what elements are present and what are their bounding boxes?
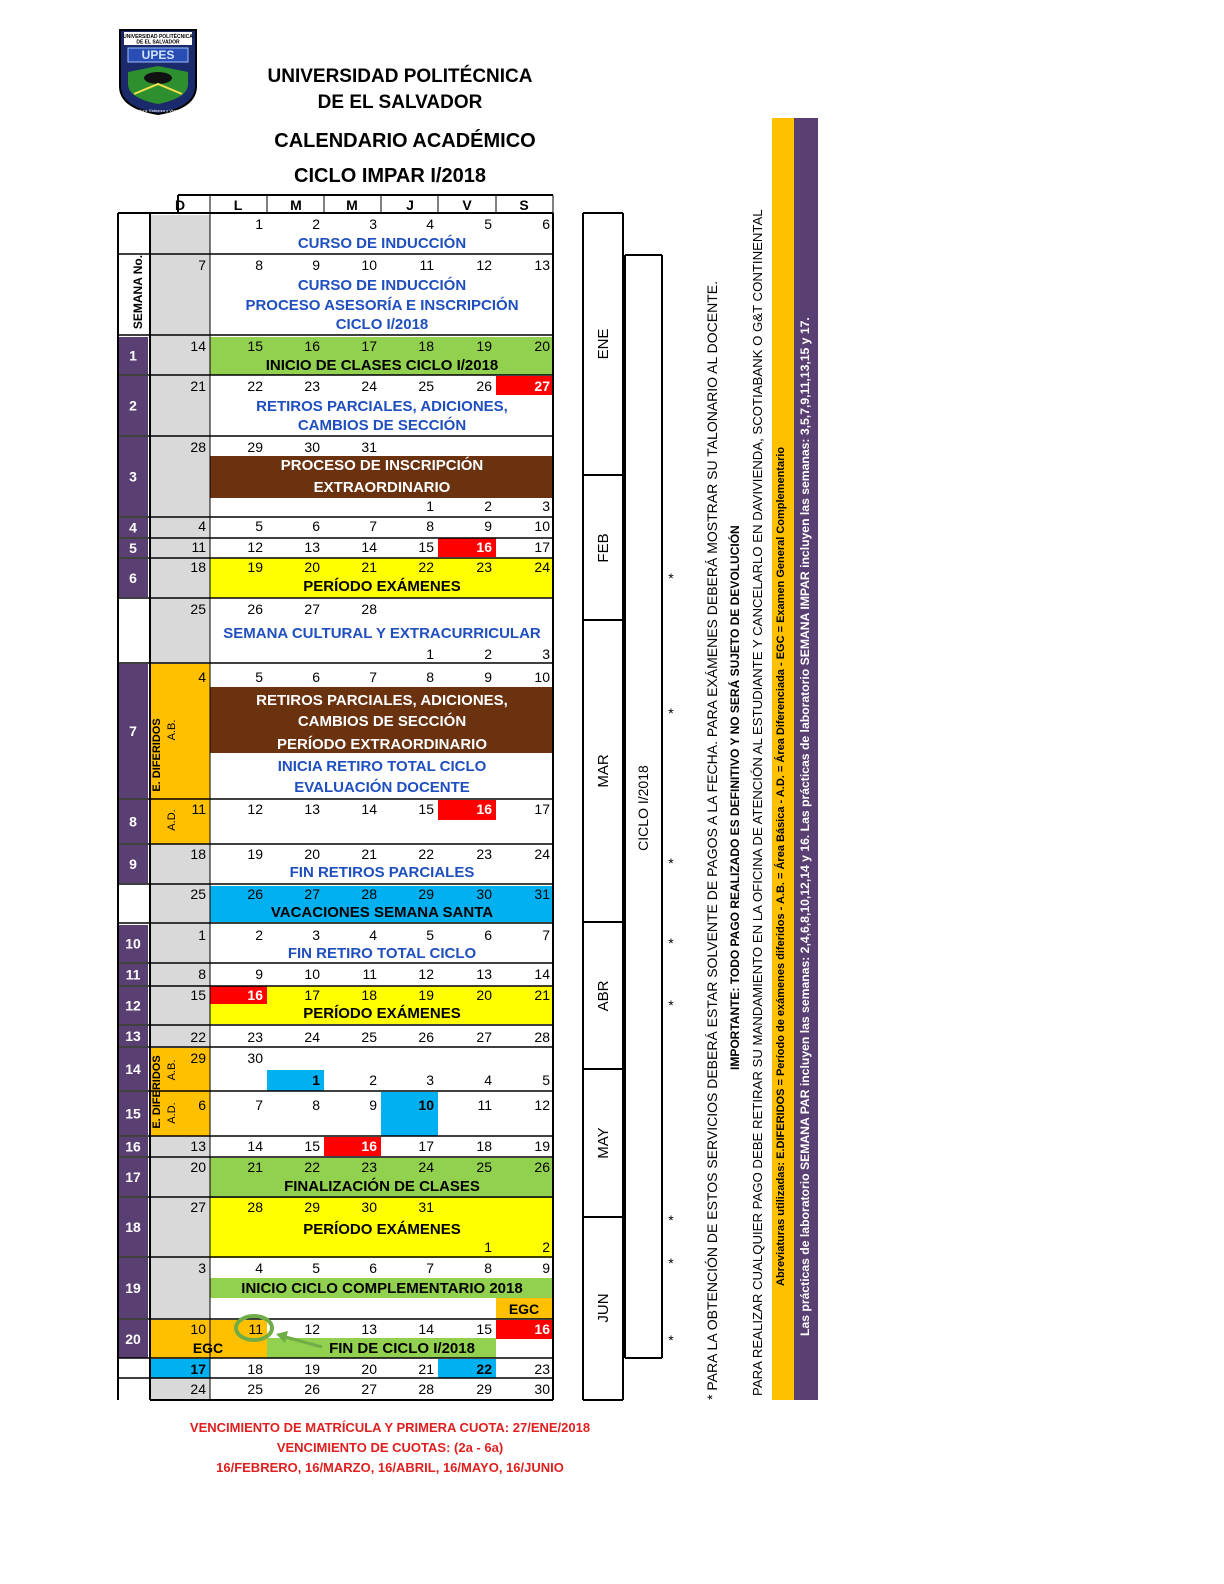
day-r6-2: 13 — [304, 539, 320, 555]
day-r24-1: 18 — [247, 1361, 263, 1377]
day-r17-1: 30 — [247, 1050, 263, 1066]
event-egc-2: EGC — [192, 1340, 224, 1356]
day-r22-0: 3 — [198, 1260, 206, 1276]
day-r1-5: 12 — [476, 257, 492, 273]
day-r9-4: 8 — [426, 669, 434, 685]
institution-name-line2: DE EL SALVADOR — [317, 92, 483, 113]
day-r11-5: 23 — [476, 846, 492, 862]
day-r5-0: 4 — [198, 518, 206, 534]
day-r2-1: 15 — [247, 338, 263, 354]
day-r4-3: 31 — [361, 439, 377, 455]
day-r3-6: 27 — [534, 378, 550, 394]
day-r7-0: 18 — [190, 559, 206, 575]
day-r18-5: 11 — [477, 1097, 492, 1113]
day-r13-5: 6 — [484, 927, 492, 943]
day-r1-2: 9 — [312, 257, 320, 273]
day-r4b-4: 1 — [426, 498, 434, 514]
day-r13-2: 3 — [312, 927, 320, 943]
asterisk-2: * — [668, 855, 674, 871]
day-r23-6: 16 — [534, 1321, 550, 1337]
event-retiros-mar-3: PERÍODO EXTRAORDINARIO — [276, 736, 488, 753]
day-r1-1: 8 — [255, 257, 263, 273]
week-number-14: 14 — [125, 1061, 141, 1077]
day-r15-5: 20 — [476, 987, 492, 1003]
document-title: CALENDARIO ACADÉMICO — [274, 130, 536, 152]
day-r4b-6: 3 — [542, 498, 550, 514]
day-r11-3: 21 — [361, 846, 377, 862]
day-r0-6: 6 — [542, 216, 550, 232]
month-feb: FEB — [595, 533, 612, 563]
day-r13-0: 1 — [198, 927, 206, 943]
note-payment: PARA REALIZAR CUALQUIER PAGO DEBE RETIRAR SU MANDAMIENTO EN LA OFICINA DE ATENCIÓN AL ESTUDIANTE Y CANCELARLO EN DAVIVIENDA, SCOTIABANK O G&T CONTINENTAL — [750, 209, 765, 1396]
day-r16-0: 22 — [190, 1029, 206, 1045]
day-r22-2: 5 — [312, 1260, 320, 1276]
week-number-7: 7 — [129, 723, 137, 739]
day-r16-5: 27 — [476, 1029, 492, 1045]
day-header-6: S — [519, 197, 529, 213]
week-number-19: 19 — [125, 1280, 141, 1296]
day-r18-1: 7 — [255, 1097, 263, 1113]
day-r24-3: 20 — [361, 1361, 377, 1377]
day-r1-0: 7 — [198, 257, 206, 273]
day-r8-3: 28 — [361, 601, 377, 617]
day-r22-1: 4 — [255, 1260, 263, 1276]
day-r23-2: 12 — [304, 1321, 320, 1337]
week-number-8: 8 — [129, 813, 137, 830]
event-retiros-mar-2: CAMBIOS DE SECCIÓN — [297, 713, 467, 730]
day-r24-4: 21 — [418, 1361, 434, 1377]
day-r3-2: 23 — [304, 378, 320, 394]
day-r22-5: 8 — [484, 1260, 492, 1276]
day-r12-1: 26 — [247, 886, 263, 902]
footer-line3: 16/FEBRERO, 16/MARZO, 16/ABRIL, 16/MAYO, 16/JUNIO — [216, 1460, 564, 1475]
day-r14-5: 13 — [476, 966, 492, 982]
day-r18-3: 9 — [369, 1097, 377, 1113]
month-ene: ENE — [595, 328, 612, 360]
diferidos-ab-1: A.B. — [166, 719, 178, 741]
week-number-17: 17 — [125, 1169, 141, 1185]
day-r6-6: 17 — [534, 539, 550, 555]
week-number-5: 5 — [129, 540, 137, 556]
day-r8-1: 26 — [247, 601, 263, 617]
event-inscripcion-2: EXTRAORDINARIO — [313, 479, 451, 496]
day-r3-5: 26 — [476, 378, 492, 394]
day-r16-1: 23 — [247, 1029, 263, 1045]
day-r19-6: 19 — [534, 1138, 550, 1154]
day-r12-4: 29 — [418, 886, 434, 902]
month-abr: ABR — [595, 980, 612, 1012]
day-r20-4: 24 — [418, 1159, 434, 1175]
day-r14-6: 14 — [534, 966, 550, 982]
day-r15-2: 17 — [304, 987, 320, 1003]
cycle-title: CICLO IMPAR I/2018 — [294, 165, 486, 187]
day-r7-3: 21 — [361, 559, 377, 575]
month-jun: JUN — [595, 1293, 612, 1323]
day-r25-0: 24 — [190, 1381, 206, 1397]
event-asesoria-2: CICLO I/2018 — [335, 316, 429, 333]
day-r8b-4: 1 — [426, 646, 434, 662]
asterisk-4: * — [668, 997, 674, 1013]
day-r21b-5: 1 — [484, 1239, 492, 1255]
cycle-label: CICLO I/2018 — [635, 765, 651, 851]
diferidos-ab-2: A.B. — [166, 1059, 178, 1081]
day-r20-6: 26 — [534, 1159, 550, 1175]
day-r9-5: 9 — [484, 669, 492, 685]
day-r19-5: 18 — [476, 1138, 492, 1154]
event-semana-cultural: SEMANA CULTURAL Y EXTRACURRICULAR — [223, 625, 541, 642]
day-r13-3: 4 — [369, 927, 377, 943]
day-r6-4: 15 — [418, 539, 434, 555]
day-r3-0: 21 — [190, 378, 206, 394]
day-r18-6: 12 — [534, 1097, 550, 1113]
day-r2-3: 17 — [361, 338, 377, 354]
day-r25-1: 25 — [247, 1381, 263, 1397]
event-fin-retiro-total: FIN RETIRO TOTAL CICLO — [287, 945, 477, 962]
day-r21-2: 29 — [304, 1199, 320, 1215]
event-retiros-mar-1: RETIROS PARCIALES, ADICIONES, — [256, 692, 508, 709]
day-r8b-5: 2 — [484, 646, 492, 662]
event-examenes-1: PERÍODO EXÁMENES — [303, 578, 461, 595]
day-r7-1: 19 — [247, 559, 263, 575]
day-r15-0: 15 — [190, 987, 206, 1003]
note-important: IMPORTANTE: TODO PAGO REALIZADO ES DEFINITIVO Y NO SERÁ SUJETO DE DEVOLUCIÓN — [728, 525, 742, 1070]
day-r25-5: 29 — [476, 1381, 492, 1397]
day-r11-0: 18 — [190, 846, 206, 862]
footer-line1: VENCIMIENTO DE MATRÍCULA Y PRIMERA CUOTA: 27/ENE/2018 — [189, 1420, 591, 1435]
day-r24-2: 19 — [304, 1361, 320, 1377]
event-asesoria-1: PROCESO ASESORÍA E INSCRIPCIÓN — [245, 297, 519, 314]
day-r8-2: 27 — [304, 601, 320, 617]
footer-line2: VENCIMIENTO DE CUOTAS: (2a - 6a) — [276, 1440, 504, 1455]
day-r19-4: 17 — [418, 1138, 434, 1154]
day-header-5: V — [462, 197, 472, 213]
day-r12-0: 25 — [190, 886, 206, 902]
day-r13-4: 5 — [426, 927, 434, 943]
day-r14-1: 9 — [255, 966, 263, 982]
day-r6-5: 16 — [476, 539, 492, 555]
day-r14-3: 11 — [362, 966, 377, 982]
day-r10-2: 13 — [304, 801, 320, 817]
day-r10-0: 11 — [191, 801, 206, 817]
day-r8-0: 25 — [190, 601, 206, 617]
day-r7-4: 22 — [418, 559, 434, 575]
day-r4-1: 29 — [247, 439, 263, 455]
event-retiros-2: CAMBIOS DE SECCIÓN — [297, 417, 467, 434]
day-header-1: L — [233, 197, 243, 213]
day-r6-3: 14 — [361, 539, 377, 555]
week-number-6: 6 — [129, 570, 137, 586]
day-r0-4: 4 — [426, 216, 434, 232]
week-number-4: 4 — [129, 519, 137, 536]
day-r12-6: 31 — [534, 886, 550, 902]
day-r15-6: 21 — [534, 987, 550, 1003]
day-r21-3: 30 — [361, 1199, 377, 1215]
event-retiros-1: RETIROS PARCIALES, ADICIONES, — [256, 398, 508, 415]
event-fin-ciclo: FIN DE CICLO I/2018 — [329, 1340, 475, 1357]
logo-bottom-text: Cultura, Esfuerzo y Verdad — [134, 108, 182, 113]
week-number-16: 16 — [125, 1138, 141, 1155]
day-r9-2: 6 — [312, 669, 320, 685]
day-r13-1: 2 — [255, 927, 263, 943]
week-number-3: 3 — [129, 468, 137, 485]
day-r2-2: 16 — [304, 338, 320, 354]
day-r21-1: 28 — [247, 1199, 263, 1215]
day-r22-3: 6 — [369, 1260, 377, 1276]
week-number-12: 12 — [125, 997, 141, 1014]
day-r15-3: 18 — [361, 987, 377, 1003]
day-r22-6: 9 — [542, 1260, 550, 1276]
day-r22-4: 7 — [426, 1260, 434, 1276]
week-number-9: 9 — [129, 856, 137, 872]
day-r12-5: 30 — [476, 886, 492, 902]
week-number-13: 13 — [125, 1028, 141, 1044]
logo-acronym: UPES — [141, 48, 175, 62]
day-r10-4: 15 — [418, 801, 434, 817]
day-r25-2: 26 — [304, 1381, 320, 1397]
day-r20-2: 22 — [304, 1159, 320, 1175]
day-header-3: M — [346, 197, 358, 213]
day-r20-0: 20 — [190, 1159, 206, 1175]
asterisk-7: * — [668, 1332, 674, 1348]
day-r23-5: 15 — [476, 1321, 492, 1337]
event-curso-induccion-1: CURSO DE INDUCCIÓN — [297, 235, 467, 252]
day-r24-0: 17 — [190, 1361, 206, 1377]
day-r18-0: 6 — [198, 1097, 206, 1113]
day-r11-4: 22 — [418, 846, 434, 862]
day-r16-2: 24 — [304, 1029, 320, 1045]
day-r9-1: 5 — [255, 669, 263, 685]
day-r4b-5: 2 — [484, 498, 492, 514]
day-r25-6: 30 — [534, 1381, 550, 1397]
day-r9-6: 10 — [534, 669, 550, 685]
day-r21b-6: 2 — [542, 1239, 550, 1255]
day-r3-1: 22 — [247, 378, 263, 394]
day-r12-2: 27 — [304, 886, 320, 902]
day-r1-3: 10 — [361, 257, 377, 273]
day-r25-3: 27 — [361, 1381, 377, 1397]
day-r10-5: 16 — [476, 801, 492, 817]
day-r16-4: 26 — [418, 1029, 434, 1045]
day-r23-0: 10 — [190, 1321, 206, 1337]
day-r1-6: 13 — [534, 257, 550, 273]
day-r7-5: 23 — [476, 559, 492, 575]
day-r11-1: 19 — [247, 846, 263, 862]
day-r17b-5: 4 — [484, 1072, 492, 1088]
day-r23-4: 14 — [418, 1321, 434, 1337]
day-r14-0: 8 — [198, 966, 206, 982]
day-r21-4: 31 — [418, 1199, 434, 1215]
day-r3-3: 24 — [361, 378, 377, 394]
day-r2-6: 20 — [534, 338, 550, 354]
day-r18-2: 8 — [312, 1097, 320, 1113]
day-r16-6: 28 — [534, 1029, 550, 1045]
day-r17b-3: 2 — [369, 1072, 377, 1088]
diferidos-ad-2: A.D. — [166, 1102, 178, 1124]
day-r7-2: 20 — [304, 559, 320, 575]
day-r9-3: 7 — [369, 669, 377, 685]
day-header-4: J — [406, 197, 414, 213]
day-header-2: M — [290, 197, 302, 213]
event-inscripcion-1: PROCESO DE INSCRIPCIÓN — [280, 457, 484, 474]
asterisk-6: * — [668, 1255, 674, 1271]
day-r23-1: 11 — [248, 1321, 263, 1337]
day-r5-2: 6 — [312, 518, 320, 534]
day-r19-2: 15 — [304, 1138, 320, 1154]
day-r4-2: 30 — [304, 439, 320, 455]
day-r15-4: 19 — [418, 987, 434, 1003]
day-r2-0: 14 — [190, 338, 206, 354]
asterisk-5: * — [668, 1212, 674, 1228]
day-r5-3: 7 — [369, 518, 377, 534]
day-r21-0: 27 — [190, 1199, 206, 1215]
event-curso-induccion-2: CURSO DE INDUCCIÓN — [297, 277, 467, 294]
month-may: MAY — [595, 1127, 612, 1159]
note-lab-practices: Las prácticas de laboratorio SEMANA PAR incluyen las semanas: 2,4,6,8,10,12,14 y 16. Las prácticas de laboratorio SEMANA IMPAR incluyen las semanas: 3,5,7,9,11,13,15 y 17. — [798, 317, 812, 1336]
day-r5-1: 5 — [255, 518, 263, 534]
day-r10-6: 17 — [534, 801, 550, 817]
week-label: SEMANA No. — [131, 254, 145, 330]
logo-top-text-1: UNIVERSIDAD POLITÉCNICA — [123, 34, 193, 40]
event-fin-retiros: FIN RETIROS PARCIALES — [289, 864, 475, 881]
day-r23-3: 13 — [361, 1321, 377, 1337]
day-r25-4: 28 — [418, 1381, 434, 1397]
week-number-18: 18 — [125, 1219, 141, 1235]
day-r17b-4: 3 — [426, 1072, 434, 1088]
event-examenes-3: PERÍODO EXÁMENES — [303, 1221, 461, 1238]
day-r0-1: 1 — [255, 216, 263, 232]
day-r14-4: 12 — [418, 966, 434, 982]
day-r15-1: 16 — [247, 987, 263, 1003]
week-number-10: 10 — [125, 935, 141, 952]
day-r0-2: 2 — [312, 216, 320, 232]
day-r17b-2: 1 — [312, 1072, 320, 1088]
day-r20-3: 23 — [361, 1159, 377, 1175]
note-services: * PARA LA OBTENCIÓN DE ESTOS SERVICIOS DEBERÁ ESTAR SOLVENTE DE PAGOS A LA FECHA. PARA EXÁMENES DEBERÁ MOSTRAR SU TALONARIO AL DOCENTE. — [704, 280, 720, 1400]
day-r5-6: 10 — [534, 518, 550, 534]
day-header-0: D — [174, 197, 186, 213]
month-mar: MAR — [595, 754, 612, 788]
day-r13-6: 7 — [542, 927, 550, 943]
event-vacaciones: VACACIONES SEMANA SANTA — [270, 904, 494, 921]
day-r24-5: 22 — [476, 1361, 492, 1377]
day-r17b-6: 5 — [542, 1072, 550, 1088]
day-r18-4: 10 — [418, 1097, 434, 1113]
event-retiro-total-2: EVALUACIÓN DOCENTE — [294, 779, 470, 796]
day-r12-3: 28 — [361, 886, 377, 902]
day-r11-6: 24 — [534, 846, 550, 862]
day-r16-3: 25 — [361, 1029, 377, 1045]
logo-top-text-2: DE EL SALVADOR — [136, 39, 180, 46]
diferidos-label-2: E. DIFERIDOS — [151, 1055, 163, 1129]
week-number-20: 20 — [125, 1331, 141, 1347]
event-inicio-clases: INICIO DE CLASES CICLO I/2018 — [265, 357, 499, 374]
week-number-11: 11 — [125, 966, 141, 983]
day-r19-0: 13 — [190, 1138, 206, 1154]
day-r24-6: 23 — [534, 1361, 550, 1377]
day-r19-1: 14 — [247, 1138, 263, 1154]
day-r3-4: 25 — [418, 378, 434, 394]
day-r10-3: 14 — [361, 801, 377, 817]
institution-name-line1: UNIVERSIDAD POLITÉCNICA — [267, 66, 533, 87]
day-r11-2: 20 — [304, 846, 320, 862]
event-complementario: INICIO CICLO COMPLEMENTARIO 2018 — [241, 1280, 523, 1297]
note-abbreviations: Abreviaturas utilizadas: E.DIFERIDOS = Período de exámenes diferidos - A.B. = Área Básica - A.D. = Área Diferenciada - EGC = Examen General Complementario — [775, 446, 787, 1286]
asterisk-0: * — [668, 570, 674, 586]
asterisk-1: * — [668, 705, 674, 721]
day-r14-2: 10 — [304, 966, 320, 982]
day-r9-0: 4 — [198, 669, 206, 685]
day-r2-4: 18 — [418, 338, 434, 354]
day-r7-6: 24 — [534, 559, 550, 575]
day-r8b-6: 3 — [542, 646, 550, 662]
week-number-15: 15 — [125, 1105, 141, 1122]
event-finalizacion: FINALIZACIÓN DE CLASES — [284, 1178, 480, 1195]
day-r0-3: 3 — [369, 216, 377, 232]
day-r1-4: 11 — [419, 257, 434, 273]
event-examenes-2: PERÍODO EXÁMENES — [303, 1005, 461, 1022]
day-r20-1: 21 — [247, 1159, 263, 1175]
day-r4-0: 28 — [190, 439, 206, 455]
diferidos-ad-1: A.D. — [166, 809, 178, 831]
week-number-1: 1 — [129, 347, 137, 364]
event-retiro-total-1: INICIA RETIRO TOTAL CICLO — [277, 758, 487, 775]
day-r6-0: 11 — [191, 539, 206, 555]
day-r2-5: 19 — [476, 338, 492, 354]
day-r17-0: 29 — [190, 1050, 206, 1066]
day-r5-4: 8 — [426, 518, 434, 534]
day-r20-5: 25 — [476, 1159, 492, 1175]
day-r10-1: 12 — [247, 801, 263, 817]
diferidos-label-1: E. DIFERIDOS — [151, 718, 163, 792]
day-r6-1: 12 — [247, 539, 263, 555]
event-egc-1: EGC — [508, 1301, 540, 1317]
day-r5-5: 9 — [484, 518, 492, 534]
asterisk-3: * — [668, 935, 674, 951]
day-r0-5: 5 — [484, 216, 492, 232]
week-number-2: 2 — [129, 397, 137, 414]
day-r19-3: 16 — [361, 1138, 377, 1154]
